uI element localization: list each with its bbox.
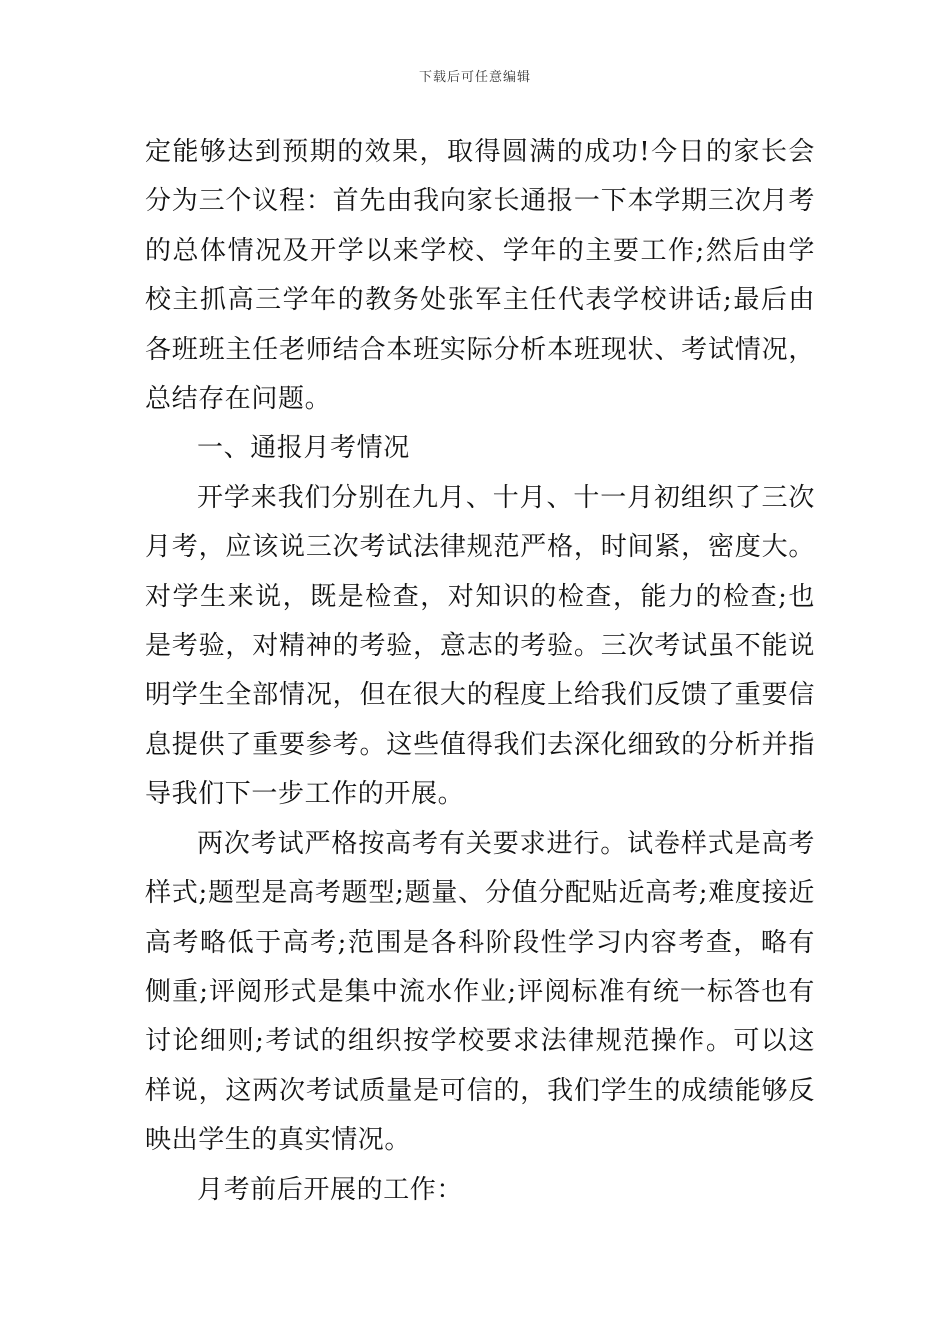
header-note: 下载后可任意编辑	[418, 70, 531, 85]
document-body	[145, 128, 815, 1215]
paragraph-exams-overview: 开学来我们分别在九月、十月、十一月初组织了三次月考，应该说三次考试法律规范严格，时间紧，密度大。对学生来说，既是检查，对知识的检查，能力的检查;也是考验，对精神的考验，意志的考验。三次考试虽不能说明学生全部情况，但在很大的程度上给我们反馈了重要信息提供了重要参考。这些值得我们去深化细致的分析并指导我们下一步工作的开展。	[145, 482, 815, 810]
section-heading: 一、通报月考情况	[197, 433, 410, 464]
paragraph-continuation: 定能够达到预期的效果，取得圆满的成功!今日的家长会分为三个议程：首先由我向家长通报一下本学期三次月考的总体情况及开学以来学校、学年的主要工作;然后由学校主抓高三学年的教务处张军主任代表学校讲话;最后由各班班主任老师结合本班实际分析本班现状、考试情况，总结存在问题。	[145, 137, 815, 415]
paragraph-work-intro: 月考前后开展的工作：	[197, 1174, 464, 1205]
paragraph-exam-requirements: 两次考试严格按高考有关要求进行。试卷样式是高考样式;题型是高考题型;题量、分值分配贴近高考;难度接近高考略低于高考;范围是各科阶段性学习内容考查，略有侧重;评阅形式是集中流水作业;评阅标准有统一标答也有讨论细则;考试的组织按学校要求法律规范操作。可以这样说，这两次考试质量是可信的，我们学生的成绩能够反映出学生的真实情况。	[145, 828, 815, 1156]
